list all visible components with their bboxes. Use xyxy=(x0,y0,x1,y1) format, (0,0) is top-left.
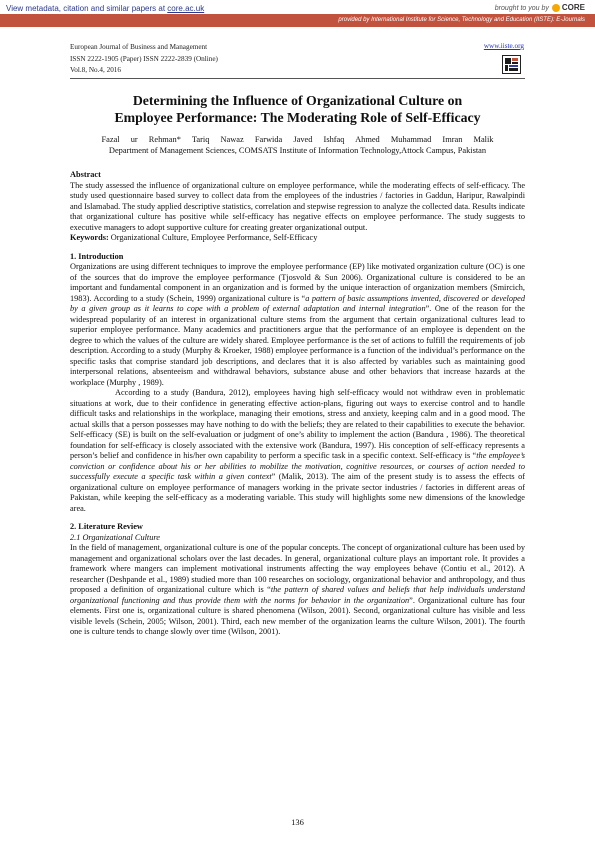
spacer xyxy=(70,244,525,252)
paper-authors: Fazal ur Rehman* Tariq Nawaz Farwida Javed Ishfaq Ahmed Muhammad Imran Malik xyxy=(101,135,494,144)
header-divider xyxy=(70,78,525,79)
page-number: 136 xyxy=(291,817,304,827)
intro-paragraph-1 xyxy=(70,262,525,388)
journal-header xyxy=(70,42,218,77)
core-logo-icon xyxy=(552,4,560,12)
intro-p2-quote: the employee’s conviction or confidence about his or her abilities to mobilize the motivation, cognitive resources, or courses of action needed to successfully execute a specific task within a given context xyxy=(70,451,525,481)
keywords-line xyxy=(70,233,525,244)
provider-bar xyxy=(0,14,595,27)
journal-name: European Journal of Business and Management xyxy=(70,43,208,51)
abstract-heading: Abstract xyxy=(70,170,101,179)
paper-affiliation: Department of Management Sciences, COMSATS Institute of Information Technology,Attock Campus, Pakistan xyxy=(108,146,487,155)
core-metadata-text xyxy=(6,4,204,13)
lit-heading: 2. Literature Review xyxy=(70,522,143,531)
journal-volume: Vol.8, No.4, 2016 xyxy=(70,66,121,74)
core-brand-name: CORE xyxy=(561,3,585,12)
core-brand[interactable] xyxy=(495,3,585,12)
intro-p1-text-a: Organizations are using different techniques to improve the employee performance (EP) like motivated organization culture (OC) is one of the sources that do improve the employee performance (Tjosvold & Sun 2006). Organizational culture is considered to be an important and fundamental component in an organization and is formed by the unique interaction of organization members (Smircich, 1983). According to a study (Schein, 1999) organizational culture is “ xyxy=(70,262,525,303)
journal-issn: ISSN 2222-1905 (Paper) ISSN 2222-2839 (Online) xyxy=(70,54,218,63)
core-brought-label: brought to you by xyxy=(494,5,549,12)
provider-text: provided by International Institute for Science, Technology and Education (IISTE): E-Journals xyxy=(338,17,585,23)
lit-p1-text-b: ”. Organizational culture has four elements. First one is, organizational culture is shared phenomena (Wilson, 2001). Second, organizational culture has visible and less visible levels (Schein, 2005; Wilson, 2001). Third, each new member of the organization learns the culture Wilson, 2001). The fourth one is culture tends to change slowly over time (Wilson, 2001). xyxy=(70,595,525,636)
intro-p1-text-b: ”. One of the reason for the widespread popularity of an interest in organizational culture stems from the argument that certain organizational cultures lead to superior employee performance. Many academics and practitioners argue that the performance of an employee is dependent on the degree to which the values of the culture are widely shared. Employee performance is the set of actions to fulfill the requirements of job description. According to a study (Murphy & Kroeker, 1988) employee performance is a function of the individual’s performance on the specific tasks that comprise standard job descriptions, and declares that it is also affected by variables such as maintaining good interpersonal relations, absenteeism and withdrawal behaviors, substance abuse and other behaviors that increase hazards at the workplace (Murphy , 1989). xyxy=(70,304,525,387)
intro-p1-quote: a pattern of basic assumptions invented, discovered or developed by a given group as it learns to cope with a problem of external adaptation and internal integration xyxy=(70,293,525,313)
intro-heading: 1. Introduction xyxy=(70,251,124,261)
journal-url[interactable]: www.iiste.org xyxy=(483,42,524,50)
lit-p1-text-a: In the field of management, organizational culture is one of the popular concepts. The concept of organizational culture has been used by management and organizational scholars over the last decades. In general, organizational culture plays an important role. It provides a framework where mangers can implement motivational instruments affecting the way employees behave (Contiu et al., 2012). A researcher (Deshpande et al., 1989) studied more than 100 researches on sociology, organizational behavior and anthropology, and thus proposed a definition of organizational culture which is “ xyxy=(70,543,525,594)
lit-p1-quote: the pattern of shared values and beliefs that help individuals understand organizational functioning and thus provide them with the norms for behavior in the organization xyxy=(70,585,526,605)
keywords-label: Keywords: xyxy=(70,233,109,242)
core-metadata-label: View metadata, citation and similar papers at xyxy=(6,4,166,13)
lit-paragraph-1 xyxy=(70,543,525,638)
intro-p2-text-a: According to a study (Bandura, 2012), employees having high self-efficacy would not withdraw even in problematic situations at work, due to their confidence in generating effective action-plans, figuring out ways to exercise control and to handle difficult tasks and relationships in the workplace, managing their emotions, stress and anxiety, keeping calm and in a good mood. The actual skills that a person possesses may have nothing to do with the beliefs; they are related to their capabilities to execute the behavior. Self-efficacy (SE) is built on the self-evaluation or judgment of one’s ability to implement the action (Bandura , 1986). The theoretical foundation for self-efficacy is closely associated with the extensive work (Bandura, 1997). His conception of self-efficacy represents a person’s belief and confidence in his/her own capability to perform a specific task in a specific context. Self-efficacy is “ xyxy=(70,388,525,460)
keywords-list: Organizational Culture, Employee Performance, Self-Efficacy xyxy=(108,233,318,242)
intro-paragraph-2 xyxy=(70,388,525,514)
lit-subheading: 2.1 Organizational Culture xyxy=(70,532,160,542)
title-line-2: Employee Performance: The Moderating Role of Self-Efficacy xyxy=(114,110,481,125)
paper-body xyxy=(70,170,525,638)
spacer xyxy=(70,514,525,522)
iiste-logo-icon xyxy=(502,55,521,74)
core-bar xyxy=(0,0,595,14)
intro-p2-text-b: ” (Malik, 2013). The aim of the present study is to assess the effects of organizational culture on employee performance of managers working in the private sector industries / factories in different areas of Pakistan, while keeping the self-efficacy as a moderating variable. This study will highlights some new dimensions of the knowledge area. xyxy=(70,472,526,513)
paper-title xyxy=(60,92,535,126)
title-line-1: Determining the Influence of Organizational Culture on xyxy=(132,93,463,108)
core-link[interactable]: core.ac.uk xyxy=(167,4,205,13)
abstract-text: The study assessed the influence of organizational culture on employee performance, while the moderating effects of self-efficacy. The study used questionnaire based survey to collect data from the employees of the industries / factories in Gaddun, Haripur, Rawalpindi and Islamabad. The study applied descriptive statistics, correlation and stepwise regression to analyze the collected data. Results indicate that organizational culture has positive while self-efficacy has negative effects on employee performance. The study suggests to executive managers to adopt supportive culture for creating greater organizational output. xyxy=(70,180,525,232)
